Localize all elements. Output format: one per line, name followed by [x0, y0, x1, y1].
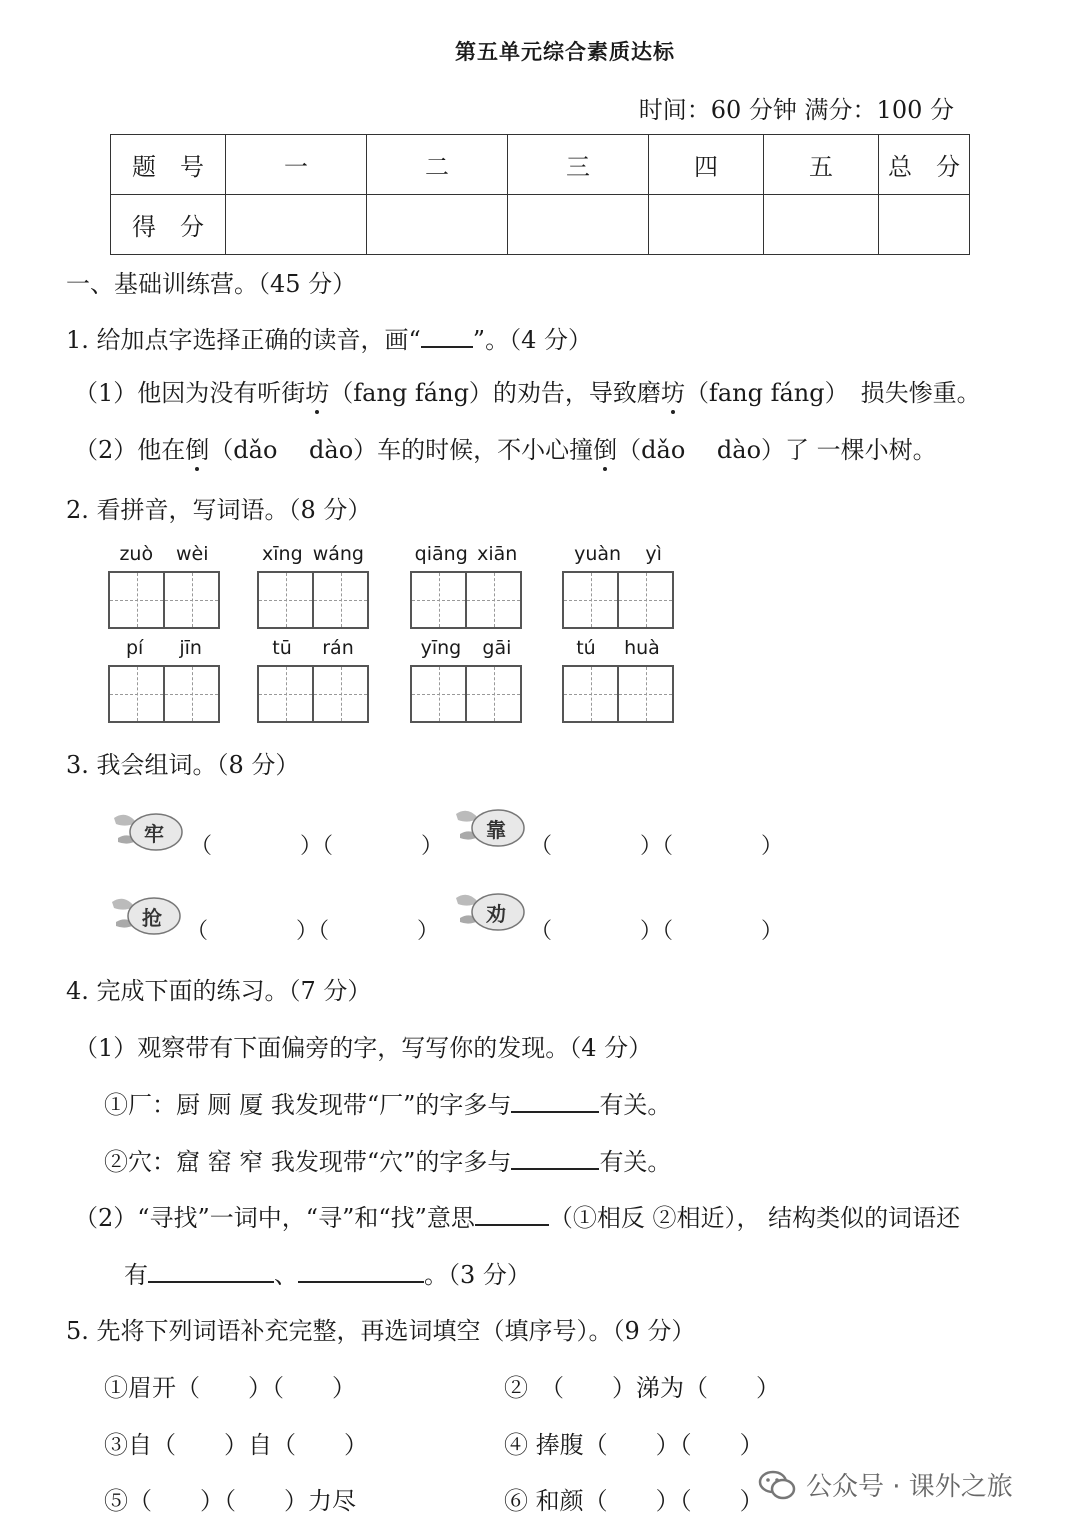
question-1-item-1 [74, 373, 981, 408]
answer-blank[interactable] [298, 1259, 424, 1283]
pinyin: gāi [482, 637, 512, 659]
idiom-item[interactable]: ④ 捧腹（ ）（ ） [504, 1431, 764, 1459]
pinyin: pí [126, 637, 144, 659]
question-3-title: 3. 我会组词。（8 分） [66, 751, 300, 779]
answer-blank[interactable] [511, 1146, 599, 1170]
header-cell: 五 [764, 135, 879, 195]
pinyin: jīn [179, 637, 202, 659]
row-label: 得 分 [111, 195, 226, 255]
word-blanks[interactable]: （ ）（ ） [530, 834, 784, 859]
q1-text: （dǎo dào）了 一棵小树。 [617, 436, 937, 464]
target-char: 劝 [486, 902, 506, 926]
dotted-char: 坊 [660, 379, 685, 407]
idiom-item[interactable]: ② （ ）涕为（ ） [504, 1374, 780, 1402]
score-cell[interactable] [226, 195, 367, 255]
q1-text: （2）他在 [74, 436, 186, 464]
pinyin: zuò [119, 543, 154, 565]
score-cell[interactable] [367, 195, 508, 255]
word-blanks[interactable]: （ ）（ ） [186, 919, 440, 944]
pinyin-word [257, 637, 369, 723]
page-title: 第五单元综合素质达标 [455, 40, 675, 64]
q4-text: （2）“寻找”一词中，“寻”和“找”意思 [74, 1204, 475, 1232]
tian-grid[interactable] [108, 571, 220, 629]
header-cell: 二 [367, 135, 508, 195]
question-4-sub-2-line-2 [124, 1255, 531, 1290]
pinyin: tū [272, 637, 292, 659]
q4-text: 有关。 [599, 1091, 672, 1119]
tian-grid[interactable] [562, 665, 674, 723]
q4-text: 。（3 分） [424, 1261, 531, 1289]
header-cell: 三 [508, 135, 649, 195]
question-1-item-2 [74, 430, 937, 465]
q1-text: （dǎo dào）车的时候，不小心撞 [209, 436, 594, 464]
answer-blank[interactable] [475, 1202, 549, 1226]
watermark [758, 1466, 1013, 1503]
score-cell[interactable] [649, 195, 764, 255]
question-2-title: 2. 看拼音，写词语。（8 分） [66, 496, 372, 524]
pinyin-word [562, 637, 674, 723]
leaf-char-badge [452, 804, 534, 850]
time-info: 时间：60 分钟 满分：100 分 [638, 96, 954, 124]
leaf-char-badge [452, 888, 534, 934]
section-heading: 一、基础训练营。（45 分） [66, 270, 357, 298]
q1-title-post: ”。（4 分） [472, 326, 592, 354]
target-char: 靠 [486, 818, 506, 842]
tian-grid[interactable] [257, 665, 369, 723]
tian-grid[interactable] [108, 665, 220, 723]
pinyin: wáng [312, 543, 364, 565]
pinyin: xiān [477, 543, 518, 565]
target-char: 抢 [142, 906, 162, 930]
question-4-sub-1: （1）观察带有下面偏旁的字，写写你的发现。（4 分） [74, 1034, 653, 1062]
word-blanks[interactable]: （ ）（ ） [530, 919, 784, 944]
header-cell: 总 分 [879, 135, 970, 195]
tian-grid[interactable] [257, 571, 369, 629]
question-4-title: 4. 完成下面的练习。（7 分） [66, 977, 372, 1005]
q4-text: 有 [124, 1261, 148, 1289]
answer-blank[interactable] [511, 1089, 599, 1113]
pinyin: huà [624, 637, 660, 659]
target-char: 牢 [144, 822, 164, 846]
pinyin-word [410, 543, 522, 629]
pinyin: tú [576, 637, 596, 659]
tian-grid[interactable] [562, 571, 674, 629]
score-table-score-row [111, 195, 970, 255]
score-cell[interactable] [764, 195, 879, 255]
score-cell[interactable] [879, 195, 970, 255]
header-cell: 题 号 [111, 135, 226, 195]
header-cell: 一 [226, 135, 367, 195]
answer-blank[interactable] [148, 1259, 274, 1283]
leaf-char-badge [108, 892, 190, 938]
score-table-header-row [111, 135, 970, 195]
question-4-a2 [104, 1142, 671, 1177]
q4-text: ①厂：厨 厕 厦 我发现带“厂”的字多与 [104, 1091, 512, 1119]
pinyin: wèi [176, 543, 209, 565]
pinyin: yuàn [574, 543, 622, 565]
q1-text: （1）他因为没有听街 [74, 379, 306, 407]
score-table [110, 134, 970, 255]
pinyin-word [108, 637, 220, 723]
answer-blank[interactable] [421, 324, 473, 348]
idiom-item[interactable]: ⑥ 和颜（ ）（ ） [504, 1487, 764, 1515]
score-cell[interactable] [508, 195, 649, 255]
idiom-item[interactable]: ⑤（ ）（ ）力尽 [104, 1487, 356, 1515]
question-4-a1 [104, 1085, 671, 1120]
pinyin: rán [322, 637, 354, 659]
q1-text: （fang fáng） 损失惨重。 [684, 379, 981, 407]
pinyin: yīng [420, 637, 462, 659]
idiom-item[interactable]: ③自（ ）自（ ） [104, 1431, 368, 1459]
leaf-char-badge [110, 808, 192, 854]
word-blanks[interactable]: （ ）（ ） [190, 834, 444, 859]
question-5-title: 5. 先将下列词语补充完整，再选词填空（填序号）。（9 分） [66, 1317, 696, 1345]
q1-text: （fang fáng）的劝告，导致磨 [329, 379, 661, 407]
dotted-char: 坊 [305, 379, 330, 407]
q4-text: 有关。 [599, 1148, 672, 1176]
tian-grid[interactable] [410, 571, 522, 629]
watermark-text: 公众号 · 课外之旅 [806, 1472, 1013, 1502]
pinyin: xīng [262, 543, 303, 565]
dotted-char: 倒 [593, 436, 618, 464]
idiom-item[interactable]: ①眉开（ ）（ ） [104, 1374, 356, 1402]
pinyin-word [562, 543, 674, 629]
q1-title-pre: 1. 给加点字选择正确的读音，画“ [66, 326, 421, 354]
tian-grid[interactable] [410, 665, 522, 723]
question-4-sub-2 [74, 1198, 960, 1233]
pinyin-word [410, 637, 522, 723]
pinyin: yì [645, 543, 662, 565]
question-1-title [66, 320, 592, 355]
pinyin: qiāng [414, 543, 468, 565]
pinyin-word [257, 543, 369, 629]
q4-text: 、 [274, 1261, 298, 1289]
dotted-char: 倒 [185, 436, 210, 464]
q4-text: ②穴：窟 窑 窄 我发现带“穴”的字多与 [104, 1148, 512, 1176]
header-cell: 四 [649, 135, 764, 195]
pinyin-word [108, 543, 220, 629]
q4-text: （①相反 ②相近）， 结构类似的词语还 [548, 1204, 961, 1232]
wechat-icon [758, 1469, 796, 1501]
